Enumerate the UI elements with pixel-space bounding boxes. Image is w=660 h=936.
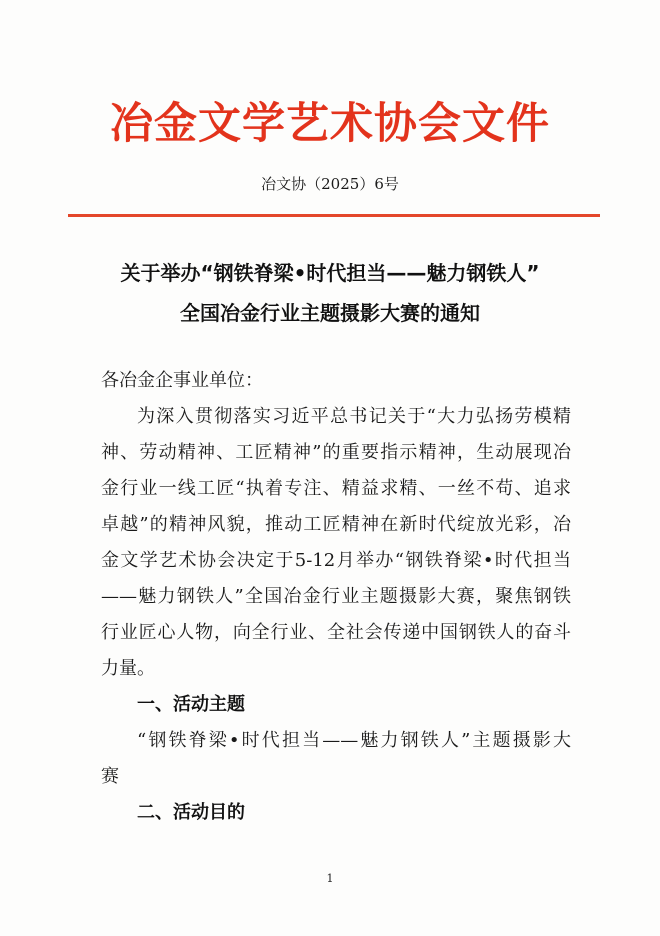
- theme-text-line: “钢铁脊梁•时代担当——魅力钢铁人”主题摄影大: [137, 730, 571, 751]
- notice-title-line-2: 全国冶金行业主题摄影大赛的通知: [180, 301, 480, 325]
- section-heading-theme: 一、活动主题: [137, 694, 245, 715]
- body-paragraph-line: ——魅力钢铁人”全国冶金行业主题摄影大赛，聚焦钢铁: [101, 586, 571, 607]
- body-paragraph-line: 卓越”的精神风貌，推动工匠精神在新时代绽放光彩，冶: [101, 514, 571, 535]
- notice-title-line-1: 关于举办“钢铁脊梁•时代担当——魅力钢铁人”: [120, 261, 540, 285]
- body-paragraph-line: 为深入贯彻落实习近平总书记关于“大力弘扬劳模精: [137, 406, 571, 427]
- section-heading-purpose: 二、活动目的: [137, 802, 245, 823]
- body-paragraph-line: 金行业一线工匠“执着专注、精益求精、一丝不苟、追求: [101, 478, 571, 499]
- body-paragraph-line: 力量。: [101, 658, 155, 679]
- page-number: 1: [326, 872, 334, 885]
- salutation: 各冶金企事业单位：: [101, 370, 263, 391]
- masthead-title: 冶金文学艺术协会文件: [110, 99, 550, 149]
- body-paragraph-line: 金文学艺术协会决定于5-12月举办“钢铁脊梁•时代担当: [101, 550, 571, 571]
- document-number: 冶文协（2025）6号: [261, 175, 399, 193]
- theme-text-line: 赛: [101, 766, 119, 787]
- red-divider-rule: [68, 214, 600, 217]
- body-paragraph-line: 行业匠心人物，向全行业、全社会传递中国钢铁人的奋斗: [101, 622, 571, 643]
- body-paragraph-line: 神、劳动精神、工匠精神”的重要指示精神，生动展现冶: [101, 442, 571, 463]
